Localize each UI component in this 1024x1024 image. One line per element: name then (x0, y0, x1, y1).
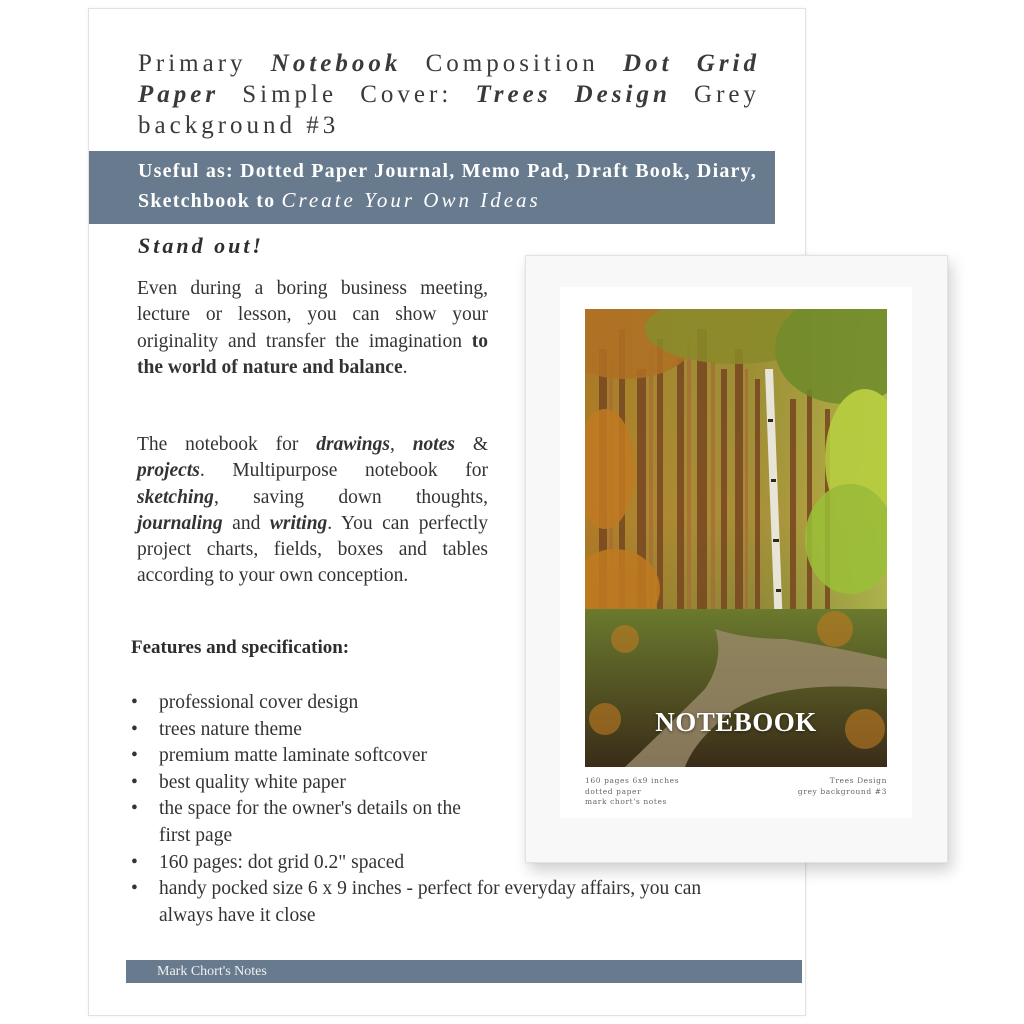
footer-bar (126, 960, 802, 983)
usage-banner-text: Useful as: Dotted Paper Journal, Memo Pad, Draft Book, Diary, Sketchbook to Create Your Own Ideas (138, 160, 757, 212)
cover-title: NOTEBOOK (655, 707, 817, 737)
standout-heading: Stand out! (138, 233, 264, 258)
list-item: • professional cover design (131, 690, 751, 717)
cover-meta-left: 160 pages 6x9 inches dotted paper mark chort's notes (585, 776, 680, 806)
bullet: • (131, 798, 138, 820)
footer-brand: Mark Chort's Notes (157, 964, 267, 979)
usage-banner (89, 151, 775, 224)
forest-illustration (585, 309, 887, 767)
bullet: • (131, 718, 138, 740)
list-item: • handy pocked size 6 x 9 inches - perfect for everyday affairs, you can always have it close (131, 878, 702, 926)
bullet: • (131, 692, 138, 713)
list-item: • 160 pages: dot grid 0.2" spaced (131, 850, 751, 877)
bullet: • (131, 745, 138, 767)
bullet: • (131, 851, 138, 873)
list-item: • trees nature theme (131, 717, 751, 744)
bullet: • (131, 878, 138, 900)
list-item: • best quality white paper (131, 770, 751, 797)
notebook-mockup (525, 255, 948, 863)
intro-paragraph: Even during a boring business meeting, lecture or lesson, you can show your originality and transfer the imagination to the world of nature and balance. (137, 278, 488, 378)
description-paragraph: The notebook for drawings, notes & projects. Multipurpose notebook for sketching, saving down thoughts, journaling and writing. You can perfectly project charts, fields, boxes and tables according to your own conception. (137, 434, 488, 587)
notebook-cover (560, 287, 912, 818)
bullet: • (131, 771, 138, 793)
features-heading: Features and specification: (131, 637, 350, 658)
list-item: • premium matte laminate softcover (131, 743, 751, 770)
product-title: Primary Notebook Composition Dot Grid Paper Simple Cover: Trees Design Grey background #3 (138, 50, 761, 139)
forest-cover-image (585, 309, 887, 767)
list-item: • the space for the owner's details on the first page (131, 798, 461, 846)
cover-meta-right: Trees Design grey background #3 (797, 776, 887, 796)
